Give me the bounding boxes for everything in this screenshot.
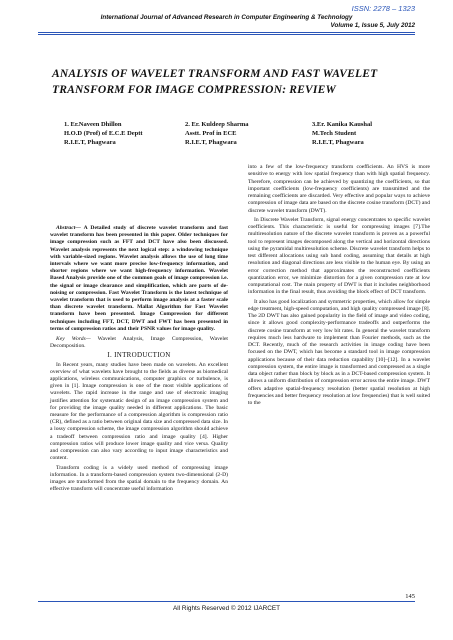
author-1 <box>64 120 143 147</box>
author-3 <box>312 120 372 147</box>
volume-issue: Volume 1, Issue 5, July 2012 <box>330 22 415 29</box>
journal-name: International Journal of Advanced Research in Computer Engineering & Technology <box>100 14 353 21</box>
author-3-affiliation: R.I.E.T, Phagwara <box>312 139 364 146</box>
footer-rule <box>38 601 415 602</box>
keywords-text: Wavelet Analysis, Image Compression, Wavelet Decomposition. <box>50 336 228 350</box>
paper-title: ANALYSIS OF WAVELET TRANSFORM AND FAST WAVELET TRANSFORM FOR IMAGE COMPRESSION: REVIEW <box>52 68 378 96</box>
copyright-notice: All Rights Reserved © 2012 IJARCET <box>173 605 280 612</box>
right-paragraph-2: In Discrete Wavelet Transform, signal energy concentrates to specific wavelet coefficients. This characteristic is useful for compressing images [7].The multiresolution nature of the discrete wavelet transform is proven as a powerful tool to represent images decomposed along the vertical and horizontal directions using the pyramidal multiresolution scheme. Discrete wavelet transform helps to test different allocations using sub band coding, assuming that details at high resolution and diagonal directions are less visible to the human eye. By using an error correction method that approximates the reconstructed coefficients quantization error, we minimize distortion for a given compression rate at low computational cost. The main property of DWT is that it includes neighborhood information in the final result, thus avoiding the block effect of DCT transform. <box>248 216 430 296</box>
header-rule-thin <box>38 34 415 35</box>
abstract <box>50 225 228 333</box>
intro-paragraph-2: Transform coding is a widely used method of compressing image information. In a transform-based compression system two-dimensional (2-D) images are transformed from the spatial domain to the frequency domain. An effective transform will concentrate useful information <box>50 464 228 493</box>
right-column <box>248 164 430 409</box>
abstract-text: A Detailed study of discrete wavelet transform and fast wavelet transform has been presented in this paper. Older techniques for image compression such as FFT and DCT have also been discussed. Wavelet analysis represents the next logical step: a windowing technique with variable-sized regions. Wavelet analysis allows the use of long time intervals where we want more precise low-frequency information, and shorter regions where we want high-frequency information. Wavelet Based Analysis provide one of the common goals of image compression i.e. the signal or image clearance and simplification, which are parts of de-noising or compression. Fast Wavelet Transform is the latest technique of wavelet transform that is used to perform image analysis at a faster scale than discrete wavelet transform. Mallat Algorithm for Fast Wavelet transform have been presented. Image Compression for different techniques including FFT, DCT, DWT and FWT has been presented in terms of compression ratios and their PSNR values for image quality. <box>50 225 228 332</box>
author-2-affiliation: R.I.E.T, Phagwara <box>185 139 237 146</box>
author-2-position: Asstt. Prof in ECE <box>185 130 237 137</box>
keywords-label: Key Words— <box>56 336 91 343</box>
author-3-position: M.Tech Student <box>312 130 357 137</box>
author-2 <box>185 120 249 147</box>
author-1-name: 1. Er.Naveen Dhillon <box>64 121 122 128</box>
abstract-label: Abstract— <box>56 225 81 231</box>
right-paragraph-1: into a few of the low-frequency transform coefficients. An HVS is more sensitive to energy with low spatial frequency than with high spatial frequency. Therefore, compression can be achieved by quantizing the coefficients, so that important coefficients (low-frequency coefficients) are transmitted and the remaining coefficients are discarded. Very effective and popular ways to achieve compression of image data are based on the discrete cosine transform (DCT) and discrete wavelet transform (DWT). <box>248 164 430 214</box>
right-paragraph-3: It also has good localization and symmetric properties, which allow for simple edge treatment, high-speed computation, and high quality compressed image [8]. The 2D DWT has also gained popularity in the field of image and video coding, since it allows good complexity-performance tradeoffs and outperforms the discrete cosine transform at very low bit rates. In general the wavelet transform requires much less hardware to implement than Fourier methods, such as the DCT. Recently, much of the research activities in image coding have been focused on the DWT, which has become a standard tool in image compression applications because of their data reduction capability [10]–[12]. In a wavelet compression system, the entire image is transformed and compressed as a single data object rather than block by block as in a DCT-based compression system. It allows a uniform distribution of compression error across the entire image. DWT offers adaptive spatial-frequency resolution (better spatial resolution at high frequencies and better frequency resolution at low frequencies) that is well suited to the <box>248 298 430 406</box>
left-column <box>50 225 228 495</box>
author-1-affiliation: R.I.E.T, Phagwara <box>64 139 116 146</box>
author-1-position: H.O.D (Prof) of E.C.E Deptt <box>64 130 143 137</box>
page-number: 145 <box>405 593 415 600</box>
author-2-name: 2. Er. Kuldeep Sharma <box>185 121 249 128</box>
author-3-name: 3.Er. Kanika Kaushal <box>312 121 373 128</box>
issn-label: ISSN: 2278 – 1323 <box>351 4 415 13</box>
keywords <box>50 336 228 350</box>
section-heading-introduction: I. INTRODUCTION <box>107 351 171 360</box>
intro-paragraph-1: In Recent years, many studies have been made on wavelets. An excellent overview of what wavelets have brought to the fields as diverse as biomedical applications, wireless communications, computer graphics or turbulence, is given in [1]. Image compression is one of the most visible applications of wavelets. The rapid increase in the range and use of electronic imaging justifies attention for systematic design of an image compression system and for providing the image quality needed in different applications. The basic measure for the performance of a compression algorithm is compression ratio (CR), defined as a ratio between original data size and compressed data size. In a lossy compression scheme, the image compression algorithm should achieve a tradeoff between compression ratio and image quality [4]. Higher compression ratios will produce lower image quality and vice versa. Quality and compression can also vary according to input image characteristics and content. <box>50 361 228 462</box>
header-rule <box>38 32 415 33</box>
